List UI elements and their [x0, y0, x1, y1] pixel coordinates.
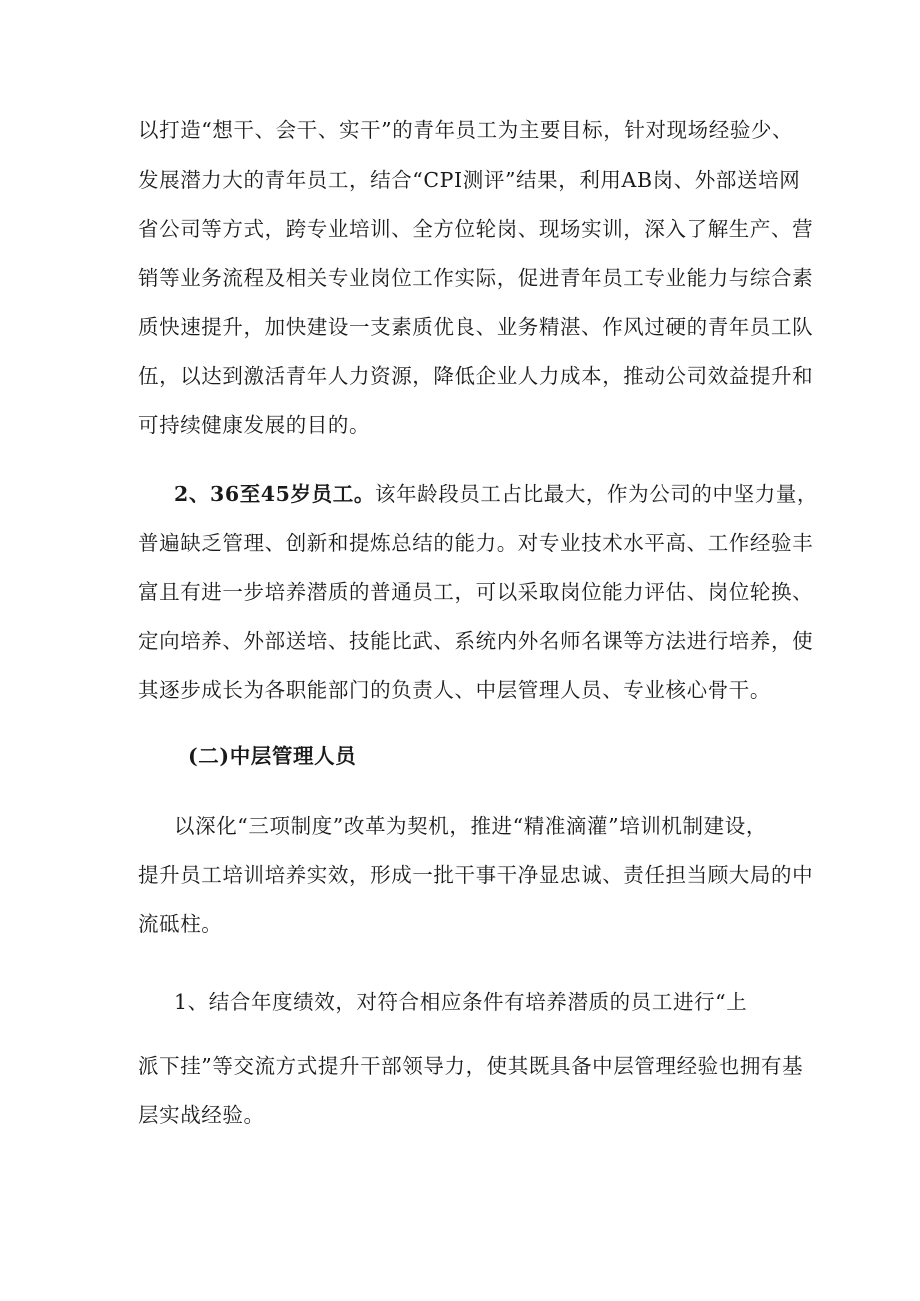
paragraph-line: 可持续健康发展的目的。	[138, 413, 371, 437]
item-heading: 2、36至45岁员工。	[174, 482, 375, 506]
paragraph-line: 质快速提升，加快建设一支素质优良、业务精湛、作风过硬的青年员工队	[138, 315, 814, 339]
paragraph-line: 发展潜力大的青年员工，结合“CPI测评”结果，利用AB岗、外部送培网	[138, 168, 801, 192]
paragraph-line: 普遍缺乏管理、创新和提炼总结的能力。对专业技术水平高、工作经验丰	[138, 531, 814, 555]
paragraph-line: 省公司等方式，跨专业培训、全方位轮岗、现场实训，深入了解生产、营	[138, 217, 814, 241]
paragraph-line: 提升员工培训培养实效，形成一批干事干净显忠诚、责任担当顾大局的中	[138, 863, 814, 887]
paragraph-line: 富且有进一步培养潜质的普通员工，可以采取岗位能力评估、岗位轮换、	[138, 580, 814, 604]
paragraph-line: 以深化“三项制度”改革为契机，推进“精准滴灌”培训机制建设，	[174, 814, 767, 838]
paragraph-line	[174, 480, 818, 508]
paragraph-line: 定向培养、外部送培、技能比武、系统内外名师名课等方法进行培养，使	[138, 629, 814, 653]
paragraph-line: 流砥柱。	[138, 912, 223, 936]
paragraph-line: 以打造“想干、会干、实干”的青年员工为主要目标，针对现场经验少、	[138, 118, 794, 142]
paragraph-line: 层实战经验。	[138, 1103, 265, 1127]
paragraph-line: 伍，以达到激活青年人力资源，降低企业人力成本，推动公司效益提升和	[138, 364, 814, 388]
paragraph-line: 其逐步成长为各职能部门的负责人、中层管理人员、专业核心骨干。	[138, 678, 771, 702]
item-text: 该年龄段员工占比最大，作为公司的中坚力量，	[374, 482, 819, 506]
paragraph-line: 1、结合年度绩效，对符合相应条件有培养潜质的员工进行“上	[174, 990, 748, 1014]
section-heading: (二)中层管理人员	[188, 744, 357, 768]
paragraph-line: 销等业务流程及相关专业岗位工作实际，促进青年员工专业能力与综合素	[138, 266, 814, 290]
paragraph-line: 派下挂”等交流方式提升干部领导力，使其既具备中层管理经验也拥有基	[138, 1054, 804, 1078]
